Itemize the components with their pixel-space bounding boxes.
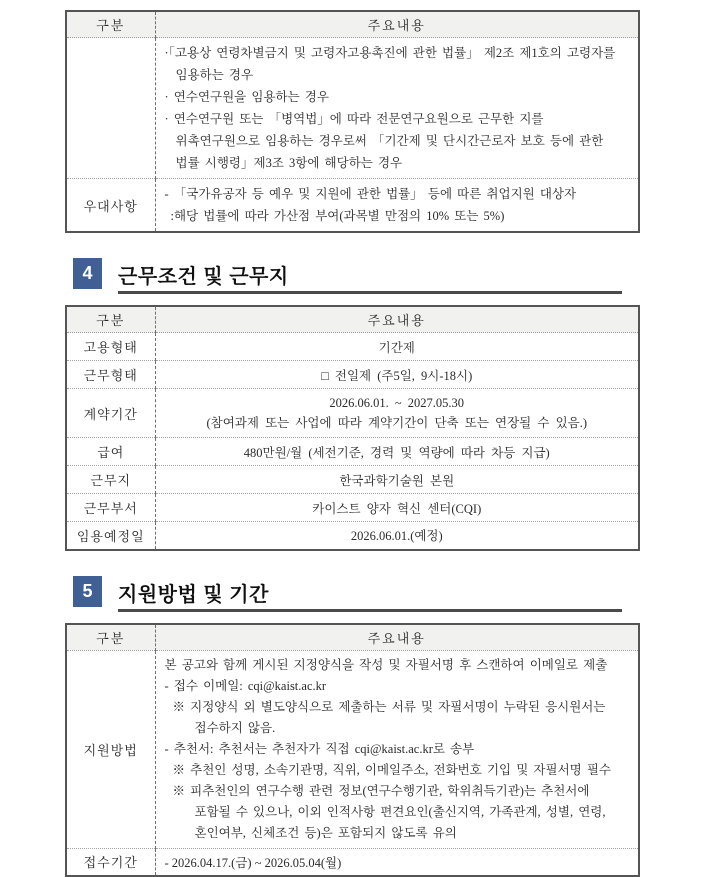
- row-label: 근무부서: [66, 494, 155, 522]
- contract-period: 2026.06.01. ~ 2027.05.30: [165, 393, 630, 413]
- table-application-method: [65, 623, 640, 877]
- section-title: 지원방법 및 기간: [118, 578, 269, 607]
- section-5-heading: [65, 576, 640, 610]
- table-row: [66, 848, 639, 876]
- row-label: 지원방법: [66, 650, 155, 848]
- row-value: 480만원/월 (세전기준, 경력 및 역량에 따라 차등 지급): [155, 438, 639, 466]
- table-working-conditions: [65, 305, 640, 551]
- text-line: 본 공고와 함께 게시된 지정양식을 작성 및 자필서명 후 스캔하여 이메일로 제출: [165, 655, 630, 676]
- document-body: [65, 10, 640, 877]
- row-value: [155, 389, 639, 438]
- row-value: 한국과학기술원 본원: [155, 466, 639, 494]
- table-row: [66, 438, 639, 466]
- bullet-line: ·「고용상 연령차별금지 및 고령자고용촉진에 관한 법률」 제2조 제1호의 고령자를 임용하는 경우: [165, 42, 630, 86]
- section-underline: [118, 609, 622, 612]
- table-row: [66, 466, 639, 494]
- table-header-row: [66, 11, 639, 38]
- contract-period-note: (참여과제 또는 사업에 따라 계약기간이 단축 또는 연장될 수 있음.): [165, 413, 630, 433]
- bullet-line: · 연수연구원을 임용하는 경우: [165, 86, 630, 108]
- row-label-empty: [66, 38, 155, 179]
- section-underline: [118, 291, 622, 294]
- header-content: 주요내용: [155, 624, 639, 651]
- header-category: 구분: [66, 11, 155, 38]
- row-value: - 2026.04.17.(금) ~ 2026.05.04(월): [155, 848, 639, 876]
- row-label: 급여: [66, 438, 155, 466]
- section-4-heading: [65, 258, 640, 292]
- table-row: [66, 522, 639, 550]
- table-row: [66, 333, 639, 361]
- bullet-line: · 연수연구원 또는 「병역법」에 따라 전문연구요원으로 근무한 지를 위촉연구원으로 임용하는 경우로써 「기간제 및 단시간근로자 보호 등에 관한 법률 시행령」제3조 3항에 해당하는 경우: [165, 108, 630, 174]
- section-number-badge: 4: [73, 258, 102, 289]
- row-value: 2026.06.01.(예정): [155, 522, 639, 550]
- row-label: 근무지: [66, 466, 155, 494]
- table-row: [66, 361, 639, 389]
- row-label: 우대사항: [66, 179, 155, 233]
- row-label: 계약기간: [66, 389, 155, 438]
- section-title: 근무조건 및 근무지: [118, 260, 289, 289]
- table-row: [66, 179, 639, 233]
- text-line: - 접수 이메일: cqi@kaist.ac.kr: [165, 676, 630, 697]
- note-line: ※ 지정양식 외 별도양식으로 제출하는 서류 및 자필서명이 누락된 응시원서는 접수하지 않음.: [165, 697, 630, 739]
- text-line: - 추천서: 추천서는 추천자가 직접 cqi@kaist.ac.kr로 송부: [165, 739, 630, 760]
- row-label: 임용예정일: [66, 522, 155, 550]
- row-value: □ 전일제 (주5일, 9시-18시): [155, 361, 639, 389]
- note-line: ※ 피추천인의 연구수행 관련 정보(연구수행기관, 학위취득기관)는 추천서에 포함될 수 있으나, 이외 인적사항 편견요인(출신지역, 가족관계, 성별, 연령, 혼인여부, 신체조건 등)은 포함되지 않도록 유의: [165, 781, 630, 844]
- header-content: 주요내용: [155, 306, 639, 333]
- header-category: 구분: [66, 306, 155, 333]
- section-number-badge: 5: [73, 576, 102, 607]
- table-row: [66, 650, 639, 848]
- row-label: 고용형태: [66, 333, 155, 361]
- header-category: 구분: [66, 624, 155, 651]
- text-line: - 「국가유공자 등 예우 및 지원에 관한 법률」 등에 따른 취업지원 대상자: [165, 183, 630, 205]
- table-eligibility-continued: [65, 10, 640, 233]
- table-row: [66, 494, 639, 522]
- row-label: 접수기간: [66, 848, 155, 876]
- table-row: [66, 389, 639, 438]
- text-line: :해당 법률에 따라 가산점 부여(과목별 만점의 10% 또는 5%): [165, 205, 630, 227]
- row-content: [155, 179, 639, 233]
- row-content: [155, 650, 639, 848]
- table-header-row: [66, 306, 639, 333]
- table-header-row: [66, 624, 639, 651]
- row-value: 기간제: [155, 333, 639, 361]
- note-line: ※ 추천인 성명, 소속기관명, 직위, 이메일주소, 전화번호 기입 및 자필서명 필수: [165, 760, 630, 781]
- header-content: 주요내용: [155, 11, 639, 38]
- row-content: [155, 38, 639, 179]
- row-label: 근무형태: [66, 361, 155, 389]
- table-row: [66, 38, 639, 179]
- row-value: 카이스트 양자 혁신 센터(CQI): [155, 494, 639, 522]
